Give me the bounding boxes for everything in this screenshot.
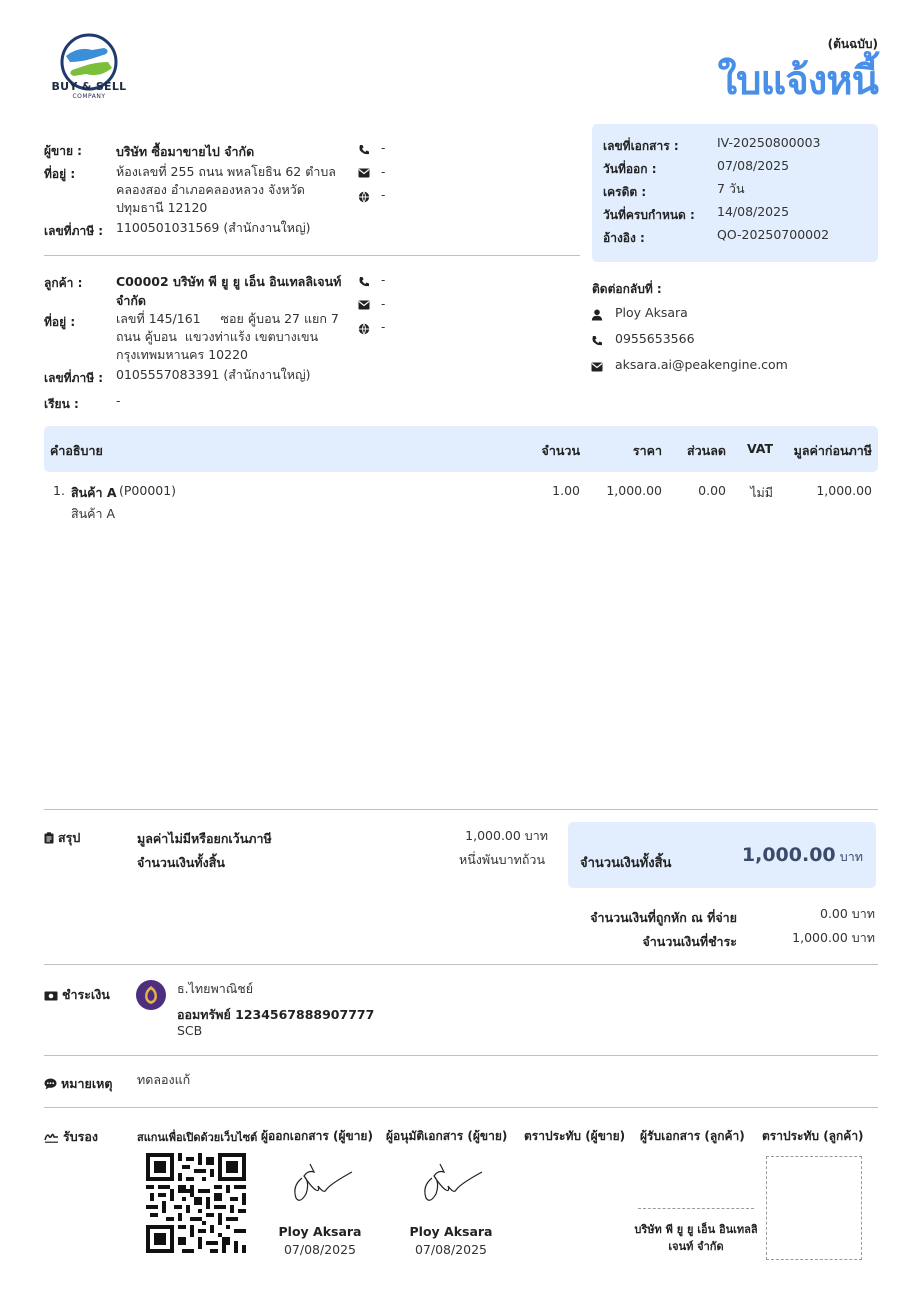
contact-email[interactable]: aksara.ai@peakengine.com	[615, 357, 788, 372]
doc-info-label: วันที่ครบกำหนด :	[603, 208, 695, 222]
customer-address-line: เลขที่ 145/161 ซอย คู้บอน 27 แยก 7	[116, 311, 339, 326]
col-discount: ส่วนลด	[687, 443, 726, 458]
bank-logo-icon	[136, 980, 166, 1010]
customer-name-line: C00002 บริษัท พี ยู ยู เอ็น อินเทลลิเจนท์	[116, 274, 342, 289]
email-icon	[358, 300, 370, 310]
seller-phone: -	[381, 141, 386, 155]
customer-address-line: กรุงเทพมหานคร 10220	[116, 347, 248, 362]
bank-account: ออมทรัพย์ 1234567888907777	[177, 1007, 375, 1022]
customer-name-line: จำกัด	[116, 293, 147, 308]
comment-icon	[44, 1078, 57, 1090]
approval-title-text: รับรอง	[63, 1129, 98, 1144]
email-icon	[591, 362, 603, 372]
issuer-name: Ploy Aksara	[278, 1224, 362, 1239]
approver-label: ผู้อนุมัติเอกสาร (ผู้ขาย)	[386, 1129, 508, 1143]
summary-title-text: สรุป	[58, 830, 81, 845]
grand-total-value: 1,000.00	[741, 844, 836, 866]
grand-total-unit: บาท	[839, 849, 863, 864]
payment-divider	[44, 964, 878, 965]
col-price: ราคา	[632, 443, 662, 458]
item-quantity: 1.00	[552, 483, 580, 498]
doc-info-value: QO-20250700002	[717, 227, 830, 242]
approval-divider	[44, 1107, 878, 1108]
issuer-signature	[290, 1160, 354, 1204]
payable-value: 1,000.00 บาท	[792, 930, 875, 945]
customer-phone: -	[381, 273, 386, 287]
doc-info-value: 14/08/2025	[717, 204, 790, 219]
customer-attn-label: เรียน :	[44, 397, 79, 411]
doc-info-label: วันที่ออก :	[603, 162, 657, 176]
seller-email: -	[381, 165, 386, 179]
item-amount: 1,000.00	[816, 483, 872, 498]
summary-divider	[44, 809, 878, 810]
doc-info-value: IV-20250800003	[717, 135, 821, 150]
customer-address-line: ถนน คู้บอน แขวงท่าแร้ง เขตบางเขน	[116, 329, 319, 344]
receiver-company-line: บริษัท พี ยู ยู เอ็น อินเทลลิ	[634, 1223, 758, 1236]
customer-stamp-box	[766, 1156, 862, 1260]
doc-info-label: เลขที่เอกสาร :	[603, 139, 679, 153]
doc-info-label: เครดิต :	[603, 185, 647, 199]
item-name: สินค้า A	[71, 485, 117, 500]
globe-icon	[358, 191, 370, 203]
item-vat: ไม่มี	[750, 485, 773, 500]
phone-icon	[358, 276, 370, 288]
issuer-label: ผู้ออกเอกสาร (ผู้ขาย)	[261, 1129, 373, 1143]
seller-stamp-label: ตราประทับ (ผู้ขาย)	[524, 1129, 626, 1143]
seller-name: บริษัท ซื้อมาขายไป จำกัด	[116, 144, 255, 159]
note-title	[44, 1074, 112, 1094]
seller-divider	[44, 255, 580, 256]
seller-address	[116, 163, 336, 217]
payment-title	[44, 985, 110, 1005]
col-description: คำอธิบาย	[50, 443, 103, 458]
total-in-words: หนึ่งพันบาทถ้วน	[459, 852, 545, 867]
receiver-label: ผู้รับเอกสาร (ลูกค้า)	[640, 1129, 745, 1143]
col-amount: มูลค่าก่อนภาษี	[793, 443, 872, 458]
copy-label: (ต้นฉบับ)	[827, 37, 878, 51]
customer-tax-label: เลขที่ภาษี :	[44, 371, 104, 385]
doc-info-value: 07/08/2025	[717, 158, 790, 173]
row-number: 1.	[53, 483, 65, 498]
seller-website: -	[381, 188, 386, 202]
col-vat: VAT	[746, 441, 773, 456]
approver-name: Ploy Aksara	[409, 1224, 493, 1239]
col-quantity: จำนวน	[541, 443, 580, 458]
payment-title-text: ชำระเงิน	[62, 987, 110, 1002]
withheld-label: จำนวนเงินที่ถูกหัก ณ ที่จ่าย	[590, 910, 737, 925]
user-icon	[591, 309, 603, 321]
customer-address	[116, 310, 339, 364]
item-subtext: สินค้า A	[71, 506, 116, 521]
note-divider	[44, 1055, 878, 1056]
receiver-company-line: เจนท์ จำกัด	[668, 1240, 724, 1253]
email-icon	[358, 168, 370, 178]
customer-website: -	[381, 320, 386, 334]
customer-tax-id: 0105557083391 (สำนักงานใหญ่)	[116, 367, 311, 382]
qr-label: สแกนเพื่อเปิดด้วยเว็บไซต์	[137, 1131, 258, 1144]
doc-info-label: อ้างอิง :	[603, 231, 645, 245]
customer-stamp-label: ตราประทับ (ลูกค้า)	[762, 1129, 864, 1143]
signature-icon	[44, 1131, 59, 1143]
document-title: ใบแจ้งหนี้	[717, 58, 878, 104]
customer-address-label: ที่อยู่ :	[44, 315, 76, 329]
seller-tax-label: เลขที่ภาษี :	[44, 224, 104, 238]
exempt-label: มูลค่าไม่มีหรือยกเว้นภาษี	[137, 831, 272, 846]
withheld-value: 0.00 บาท	[820, 906, 875, 921]
globe-icon	[358, 323, 370, 335]
customer-email: -	[381, 297, 386, 311]
grand-total	[700, 844, 863, 867]
bank-code: SCB	[177, 1023, 203, 1038]
receiver-company	[628, 1221, 764, 1255]
seller-tax-id: 1100501031569 (สำนักงานใหญ่)	[116, 220, 311, 235]
contact-phone: 0955653566	[615, 331, 695, 346]
seller-address-label: ที่อยู่ :	[44, 167, 76, 181]
qr-code[interactable]	[146, 1153, 246, 1253]
contact-title: ติดต่อกลับที่ :	[592, 282, 662, 296]
payable-label: จำนวนเงินที่ชำระ	[642, 934, 737, 949]
seller-address-line: ห้องเลขที่ 255 ถนน พหลโยธิน 62 ตำบล	[116, 164, 336, 179]
money-icon	[44, 991, 58, 1001]
customer-name	[116, 272, 341, 310]
exempt-value: 1,000.00 บาท	[465, 828, 548, 843]
logo-subtitle: COMPANY	[72, 93, 106, 100]
phone-icon	[358, 144, 370, 156]
seller-address-line: คลองสอง อำเภอคลองหลวง จังหวัด	[116, 182, 305, 197]
doc-info-value: 7 วัน	[717, 181, 745, 196]
customer-attn: -	[116, 393, 121, 408]
approver-signature	[420, 1160, 484, 1204]
item-price: 1,000.00	[606, 483, 662, 498]
issuer-date: 07/08/2025	[283, 1242, 357, 1257]
seller-address-line: ปทุมธานี 12120	[116, 200, 208, 215]
logo-name: BUY & SELL	[51, 80, 127, 93]
bank-name: ธ.ไทยพาณิชย์	[177, 981, 254, 996]
approver-date: 07/08/2025	[414, 1242, 488, 1257]
total-label: จำนวนเงินทั้งสิ้น	[137, 855, 225, 870]
grand-total-label: จำนวนเงินทั้งสิ้น	[580, 856, 672, 871]
phone-icon	[591, 335, 603, 347]
summary-title	[44, 828, 80, 848]
seller-label: ผู้ขาย :	[44, 144, 82, 158]
note-title-text: หมายเหตุ	[61, 1076, 113, 1091]
clipboard-icon	[44, 832, 54, 844]
approval-title	[44, 1127, 98, 1147]
item-discount: 0.00	[698, 483, 726, 498]
contact-name: Ploy Aksara	[615, 305, 688, 320]
receiver-signature-line	[638, 1208, 754, 1209]
customer-label: ลูกค้า :	[44, 276, 83, 290]
note-text: ทดลองแก้	[137, 1072, 191, 1087]
item-code: (P00001)	[119, 483, 177, 498]
